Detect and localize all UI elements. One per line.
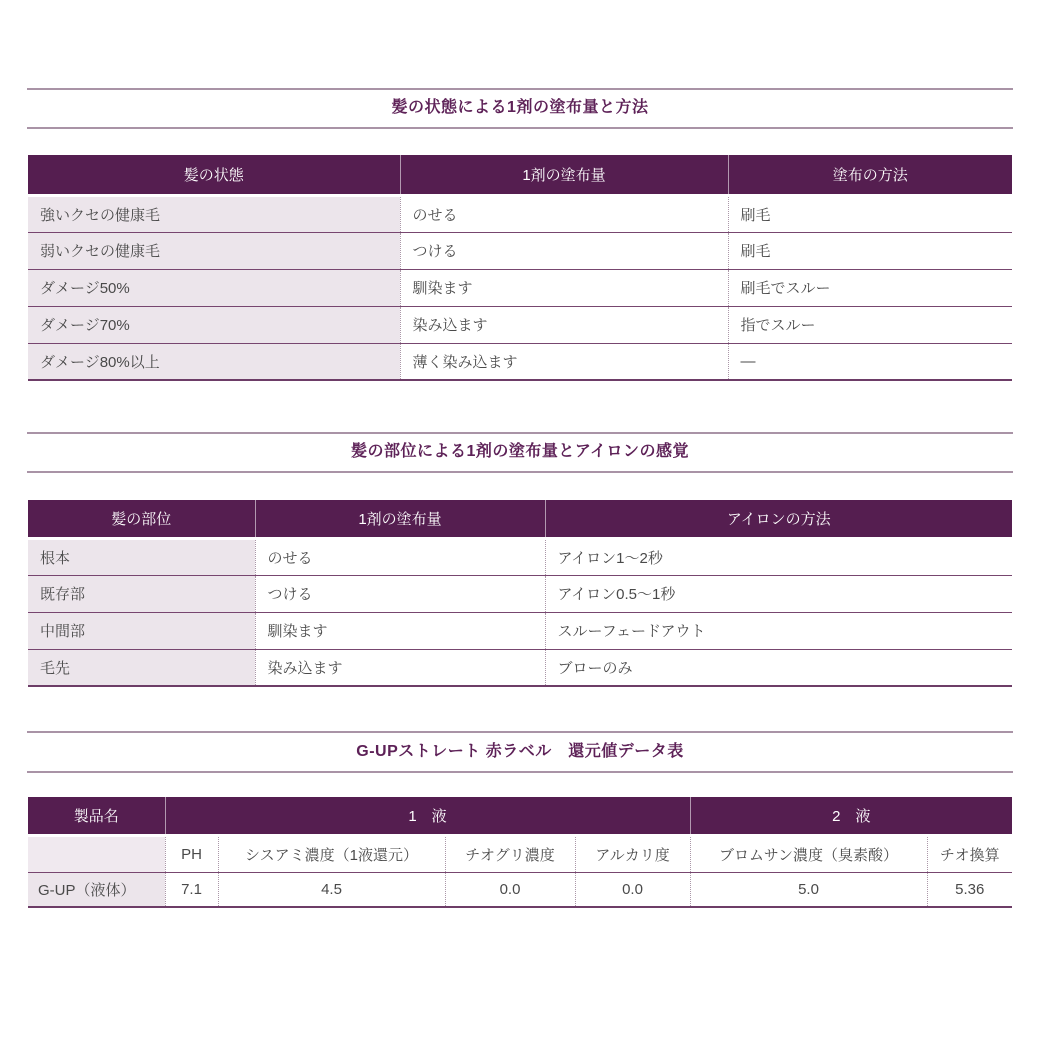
- table-cell: 染み込ます: [400, 306, 728, 343]
- table-cell: アイロン1～2秒: [545, 538, 1012, 575]
- table-cell: 既存部: [28, 575, 255, 612]
- table-cell: 刷毛: [728, 195, 1012, 232]
- column-header-solution1: 1 液: [165, 797, 690, 835]
- table-cell: 薄く染み込ます: [400, 343, 728, 380]
- divider-line: [27, 471, 1013, 473]
- table-cell: つける: [400, 232, 728, 269]
- table-cell: 弱いクセの健康毛: [28, 232, 400, 269]
- reduction-data-table: [28, 797, 1012, 908]
- table-cell: 中間部: [28, 612, 255, 649]
- table-cell: のせる: [400, 195, 728, 232]
- table-cell: ダメージ80%以上: [28, 343, 400, 380]
- table-cell: 刷毛でスルー: [728, 269, 1012, 306]
- table-cell: ブローのみ: [545, 649, 1012, 686]
- table-row: [28, 232, 1012, 269]
- table-cell: 5.0: [690, 872, 927, 907]
- table-cell: 4.5: [218, 872, 445, 907]
- table-cell: スルーフェードアウト: [545, 612, 1012, 649]
- table-cell: ダメージ70%: [28, 306, 400, 343]
- table-header-row: [28, 797, 1012, 835]
- column-header: アイロンの方法: [545, 500, 1012, 538]
- table-row: [28, 306, 1012, 343]
- table-header-row: [28, 155, 1012, 195]
- subcolumn-header-bromate: ブロムサン濃度（臭素酸）: [690, 835, 927, 872]
- table-row: [28, 872, 1012, 907]
- table-row: [28, 575, 1012, 612]
- subcolumn-header-ph: PH: [165, 835, 218, 872]
- section-title-hair-part: 髪の部位による1剤の塗布量とアイロンの感覚: [351, 443, 689, 460]
- table-cell: 刷毛: [728, 232, 1012, 269]
- column-header-product: 製品名: [28, 797, 165, 835]
- section-title-hair-condition: 髪の状態による1剤の塗布量と方法: [391, 99, 649, 116]
- column-header: 1剤の塗布量: [400, 155, 728, 195]
- table-cell: 毛先: [28, 649, 255, 686]
- table-cell: アイロン0.5～1秒: [545, 575, 1012, 612]
- table-cell: つける: [255, 575, 545, 612]
- table-cell: 0.0: [575, 872, 690, 907]
- table-cell: —: [728, 343, 1012, 380]
- table-row: [28, 343, 1012, 380]
- table-row: [28, 538, 1012, 575]
- table-header-row: [28, 500, 1012, 538]
- table-cell: 指でスルー: [728, 306, 1012, 343]
- table-subheader-row: [28, 835, 1012, 872]
- divider-line: [27, 731, 1013, 733]
- divider-line: [27, 127, 1013, 129]
- subcolumn-header-thio: チオ換算: [927, 835, 1012, 872]
- table-cell: 馴染ます: [400, 269, 728, 306]
- table-cell: 強いクセの健康毛: [28, 195, 400, 232]
- table-row: [28, 612, 1012, 649]
- subcolumn-header-thioglycol: チオグリ濃度: [445, 835, 575, 872]
- table-cell: 5.36: [927, 872, 1012, 907]
- column-header: 髪の状態: [28, 155, 400, 195]
- divider-line: [27, 771, 1013, 773]
- table-cell: ダメージ50%: [28, 269, 400, 306]
- section-title-reduction-data: G-UPストレート 赤ラベル 還元値データ表: [356, 743, 684, 760]
- table-cell: G-UP（液体）: [28, 872, 165, 907]
- table-cell: 7.1: [165, 872, 218, 907]
- table-row: [28, 269, 1012, 306]
- table-row: [28, 649, 1012, 686]
- column-header: 髪の部位: [28, 500, 255, 538]
- table-cell: のせる: [255, 538, 545, 575]
- table-cell: 染み込ます: [255, 649, 545, 686]
- subcolumn-header-cysteamine: シスアミ濃度（1液還元）: [218, 835, 445, 872]
- hair-part-table: [28, 500, 1012, 687]
- table-row: [28, 195, 1012, 232]
- table-cell: 馴染ます: [255, 612, 545, 649]
- hair-condition-table: [28, 155, 1012, 381]
- column-header: 1剤の塗布量: [255, 500, 545, 538]
- table-cell: 0.0: [445, 872, 575, 907]
- subcolumn-header-alkali: アルカリ度: [575, 835, 690, 872]
- column-header-solution2: 2 液: [690, 797, 1012, 835]
- column-header: 塗布の方法: [728, 155, 1012, 195]
- subcolumn-header-empty: [28, 835, 165, 872]
- table-cell: 根本: [28, 538, 255, 575]
